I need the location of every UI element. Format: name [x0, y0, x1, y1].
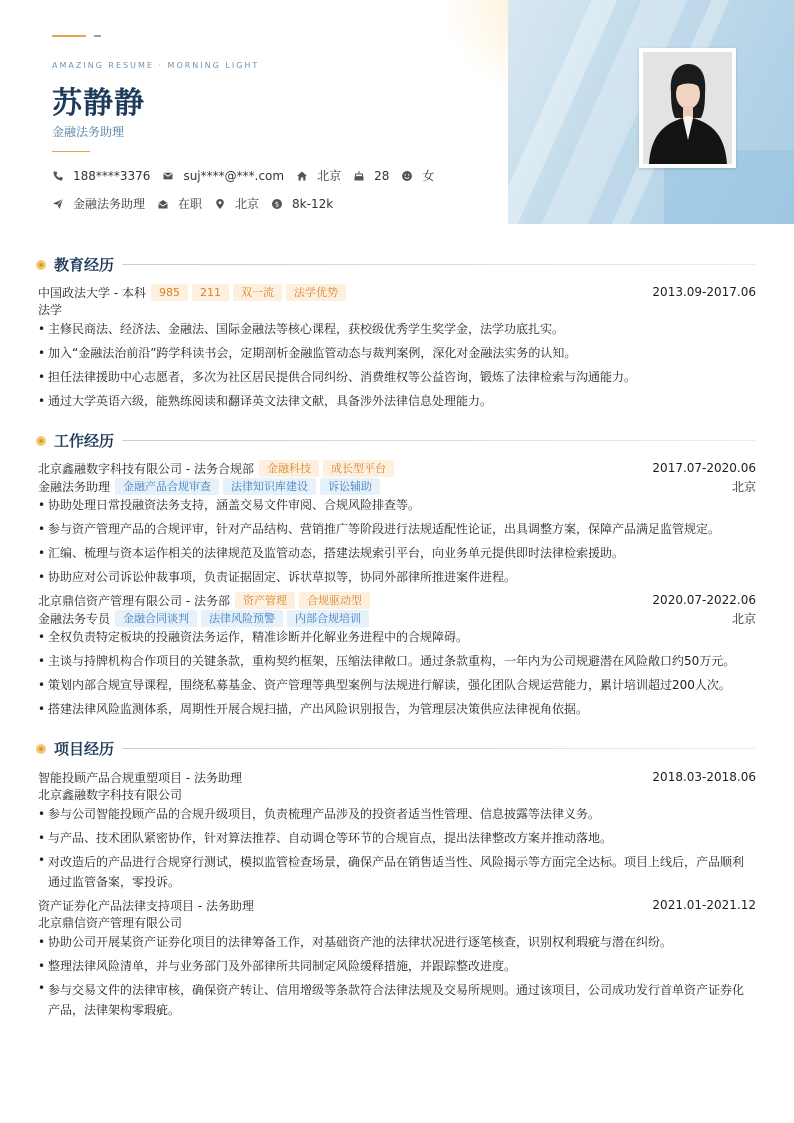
title-underline — [52, 151, 90, 152]
education-section-title: 教育经历 — [54, 256, 115, 274]
resume-header — [0, 0, 794, 224]
bullet-item: • 参与资产管理产品的合规评审，针对产品结构、营销推广等阶段进行法规适配性论证，出具调整方案，保障产品满足监管规定。 — [38, 517, 750, 541]
projects-section-title: 项目经历 — [54, 740, 115, 758]
profile-photo — [643, 52, 732, 164]
resume-tagline: AMAZING RESUME · MORNING LIGHT — [52, 61, 260, 70]
bullet-item: • 主修民商法、经济法、金融法、国际金融法等核心课程，获校级优秀学生奖学金，法学功底扎实。 — [38, 317, 750, 341]
city-text: 北京 — [317, 169, 342, 183]
mail-open-icon — [157, 198, 169, 210]
email-text: suj****@***.com — [183, 168, 285, 183]
education-section-header — [36, 254, 756, 275]
job-role: 金融法务助理 — [38, 479, 111, 494]
bullet-item: • 参与交易文件的法律审核，确保资产转让、信用增级等条款符合法律法规及交易所规则。通过该项目，公司成功发行首单资产证券化产品，法律架构零瑕疵。 — [38, 978, 750, 1022]
section-dot-icon — [36, 436, 46, 446]
bullet-item: • 担任法律援助中心志愿者，多次为社区居民提供合同纠纷、消费维权等公益咨询，锻炼了法律检索与沟通能力。 — [38, 365, 750, 389]
skill-tag: 内部合规培训 — [287, 610, 369, 627]
project-header — [38, 896, 756, 914]
project-org: 北京鼎信资产管理有限公司 — [38, 916, 183, 930]
school-tag: 法学优势 — [286, 284, 346, 301]
status-text: 在职 — [178, 197, 203, 211]
email-icon — [162, 170, 174, 182]
target-role-item — [52, 195, 145, 212]
company-name: 北京鼎信资产管理有限公司 - 法务部 — [38, 593, 230, 608]
bullet-item: • 主谈与持牌机构合作项目的关键条款，重构契约框架，压缩法律敞口。通过条款重构，一年内为公司规避潜在风险敞口约50万元。 — [38, 649, 750, 673]
cake-icon — [353, 170, 365, 182]
company-tag: 金融科技 — [259, 460, 319, 477]
bullet-item: • 协助处理日常投融资法务支持，涵盖交易文件审阅、合规风险排查等。 — [38, 493, 750, 517]
company-tag: 成长型平台 — [323, 460, 394, 477]
project-name: 资产证券化产品法律支持项目 - 法务助理 — [38, 898, 254, 913]
company-tag: 合规驱动型 — [299, 592, 370, 609]
job-location: 北京 — [731, 479, 756, 494]
work-section-title: 工作经历 — [54, 432, 115, 450]
bullet-item: • 协助应对公司诉讼仲裁事项，负责证据固定、诉状草拟等，协同外部律所推进案件进程。 — [38, 565, 750, 589]
job-date: 2017.07-2020.06 — [652, 461, 756, 475]
target-city-text: 北京 — [235, 197, 260, 211]
education-entry — [38, 283, 756, 301]
job-location: 北京 — [731, 611, 756, 626]
section-divider — [122, 264, 756, 265]
bullet-item: • 参与公司智能投顾产品的合规升级项目，负责梳理产品涉及的投资者适当性管理、信息披露等法律义务。 — [38, 802, 750, 826]
job-bullets — [38, 493, 750, 589]
projects-section-header — [36, 738, 756, 759]
bullet-item: • 协助公司开展某资产证券化项目的法律筹备工作，对基础资产池的法律状况进行逐笔核查，识别权利瑕疵与潜在纠纷。 — [38, 930, 750, 954]
header-accent-dash — [94, 35, 101, 37]
home-icon — [296, 170, 308, 182]
job-bullets — [38, 625, 750, 721]
work-section-header — [36, 430, 756, 451]
status-item — [157, 195, 202, 212]
face-icon — [401, 170, 413, 182]
bullet-item: • 策划内部合规宣导课程，围绕私募基金、资产管理等典型案例与法规进行解读，强化团队合规运营能力，累计培训超过200人次。 — [38, 673, 750, 697]
skill-tag: 诉讼辅助 — [320, 478, 380, 495]
skill-tag: 金融合同谈判 — [115, 610, 197, 627]
bullet-item: • 汇编、梳理与资本运作相关的法律规范及监管动态，搭建法规索引平台，向业务单元提供即时法律检索援助。 — [38, 541, 750, 565]
salary-item — [271, 197, 333, 211]
job-header — [38, 459, 756, 477]
svg-text:$: $ — [274, 200, 280, 209]
company-tag: 资产管理 — [235, 592, 295, 609]
skill-tag: 法律知识库建设 — [223, 478, 316, 495]
phone-text: 188****3376 — [73, 168, 151, 183]
job-role: 金融法务专员 — [38, 611, 111, 626]
bullet-item: • 搭建法律风险监测体系，周期性开展合规扫描，产出风险识别报告，为管理层决策供应法律视角依据。 — [38, 697, 750, 721]
location-pin-icon — [214, 198, 226, 210]
contact-row — [52, 167, 446, 184]
send-icon — [52, 198, 64, 210]
job-intent-row — [52, 195, 345, 212]
section-divider — [122, 440, 756, 441]
school-name: 中国政法大学 - 本科 — [38, 285, 146, 300]
education-major: 法学 — [38, 303, 63, 317]
project-name: 智能投顾产品合规重塑项目 - 法务助理 — [38, 770, 242, 785]
bullet-item: • 整理法律风险清单，并与业务部门及外部律所共同制定风险缓释措施，并跟踪整改进度。 — [38, 954, 750, 978]
project-bullets — [38, 930, 750, 1022]
email-item — [162, 169, 284, 183]
project-date: 2021.01-2021.12 — [652, 898, 756, 912]
phone-icon — [52, 170, 64, 182]
project-bullets — [38, 802, 750, 894]
bullet-item: • 与产品、技术团队紧密协作，针对算法推荐、自动调仓等环节的合规盲点，提出法律整改方案并推动落地。 — [38, 826, 750, 850]
candidate-title: 金融法务助理 — [52, 125, 125, 139]
skill-tag: 法律风险预警 — [201, 610, 283, 627]
skill-tag: 金融产品合规审查 — [115, 478, 219, 495]
section-dot-icon — [36, 260, 46, 270]
city-item — [296, 167, 341, 184]
header-accent-line — [52, 35, 86, 37]
section-divider — [122, 748, 756, 749]
section-dot-icon — [36, 744, 46, 754]
salary-text: 8k-12k — [292, 196, 334, 211]
bullet-item: • 全权负责特定板块的投融资法务运作，精准诊断并化解业务进程中的合规障碍。 — [38, 625, 750, 649]
money-icon — [271, 198, 283, 210]
bullet-item: • 加入“金融法治前沿”跨学科读书会，定期剖析金融监管动态与裁判案例，深化对金融法实务的认知。 — [38, 341, 750, 365]
project-date: 2018.03-2018.06 — [652, 770, 756, 784]
profile-photo-frame — [639, 48, 736, 168]
gender-text: 女 — [422, 169, 435, 183]
bullet-item: • 通过大学英语六级，能熟练阅读和翻译英文法律文献，具备涉外法律信息处理能力。 — [38, 389, 750, 413]
candidate-name: 苏静静 — [52, 86, 145, 121]
age-item — [353, 169, 389, 183]
job-date: 2020.07-2022.06 — [652, 593, 756, 607]
gender-item — [401, 167, 434, 184]
target-city-item — [214, 195, 259, 212]
education-date: 2013.09-2017.06 — [652, 285, 756, 299]
bullet-item: • 对改造后的产品进行合规穿行测试，模拟监管检查场景，确保产品在销售适当性、风险揭示等方面完全达标。项目上线后，产品顺利通过监管备案，零投诉。 — [38, 850, 750, 894]
project-org: 北京鑫融数字科技有限公司 — [38, 788, 183, 802]
target-role-text: 金融法务助理 — [73, 197, 146, 211]
project-header — [38, 768, 756, 786]
school-tag: 双一流 — [233, 284, 282, 301]
job-header — [38, 591, 756, 609]
age-text: 28 — [374, 168, 390, 183]
education-bullets — [38, 317, 750, 413]
school-tag: 211 — [192, 284, 229, 301]
company-name: 北京鑫融数字科技有限公司 - 法务合规部 — [38, 461, 254, 476]
phone-item — [52, 169, 150, 183]
school-tag: 985 — [151, 284, 188, 301]
